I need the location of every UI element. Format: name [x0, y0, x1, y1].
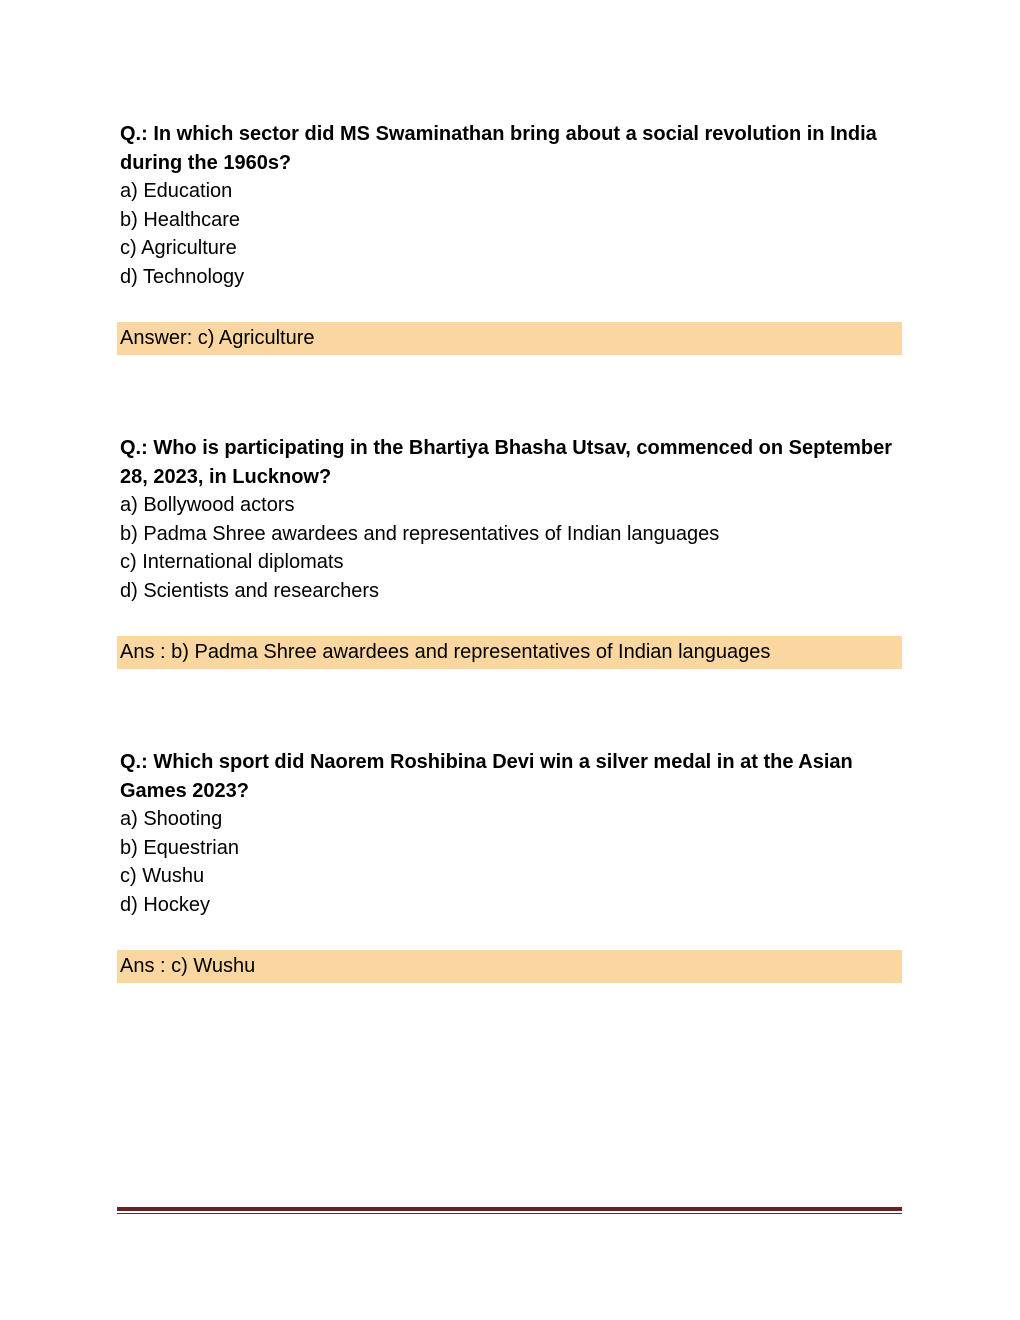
- option-a: a) Bollywood actors: [120, 494, 295, 516]
- option-b: b) Equestrian: [120, 836, 239, 859]
- answer-box-2: Ans : b) Padma Shree awardees and representatives of Indian languages: [117, 636, 902, 669]
- options-list: [120, 805, 902, 919]
- question-block-1: [120, 120, 902, 291]
- footer-divider: [117, 1207, 902, 1215]
- options-list: [120, 491, 902, 605]
- option-a: a) Shooting: [120, 808, 223, 830]
- option-d: d) Scientists and researchers: [120, 579, 380, 602]
- option-b: b) Padma Shree awardees and representatives of Indian languages: [120, 522, 720, 545]
- option-c: c) Agriculture: [120, 237, 237, 259]
- option-b: b) Healthcare: [120, 208, 241, 231]
- answer-box-3: Ans : c) Wushu: [117, 950, 902, 983]
- option-a: a) Education: [120, 180, 233, 202]
- answer-box-1: Answer: c) Agriculture: [117, 322, 902, 355]
- option-d: d) Technology: [120, 265, 245, 288]
- question-block-3: [120, 748, 902, 919]
- question-text: Q.: Which sport did Naorem Roshibina Devi win a silver medal in at the Asian Games 2023?: [120, 751, 853, 802]
- question-text: Q.: In which sector did MS Swaminathan bring about a social revolution in India during the 1960s?: [120, 123, 877, 174]
- question-text: Q.: Who is participating in the Bhartiya Bhasha Utsav, commenced on September 28, 2023, in Lucknow?: [120, 437, 893, 488]
- option-d: d) Hockey: [120, 893, 211, 916]
- option-c: c) International diplomats: [120, 551, 344, 573]
- question-block-2: [120, 434, 902, 605]
- options-list: [120, 177, 902, 291]
- option-c: c) Wushu: [120, 865, 205, 887]
- footer-divider-thick: [117, 1207, 902, 1211]
- footer-divider-thin: [117, 1213, 902, 1214]
